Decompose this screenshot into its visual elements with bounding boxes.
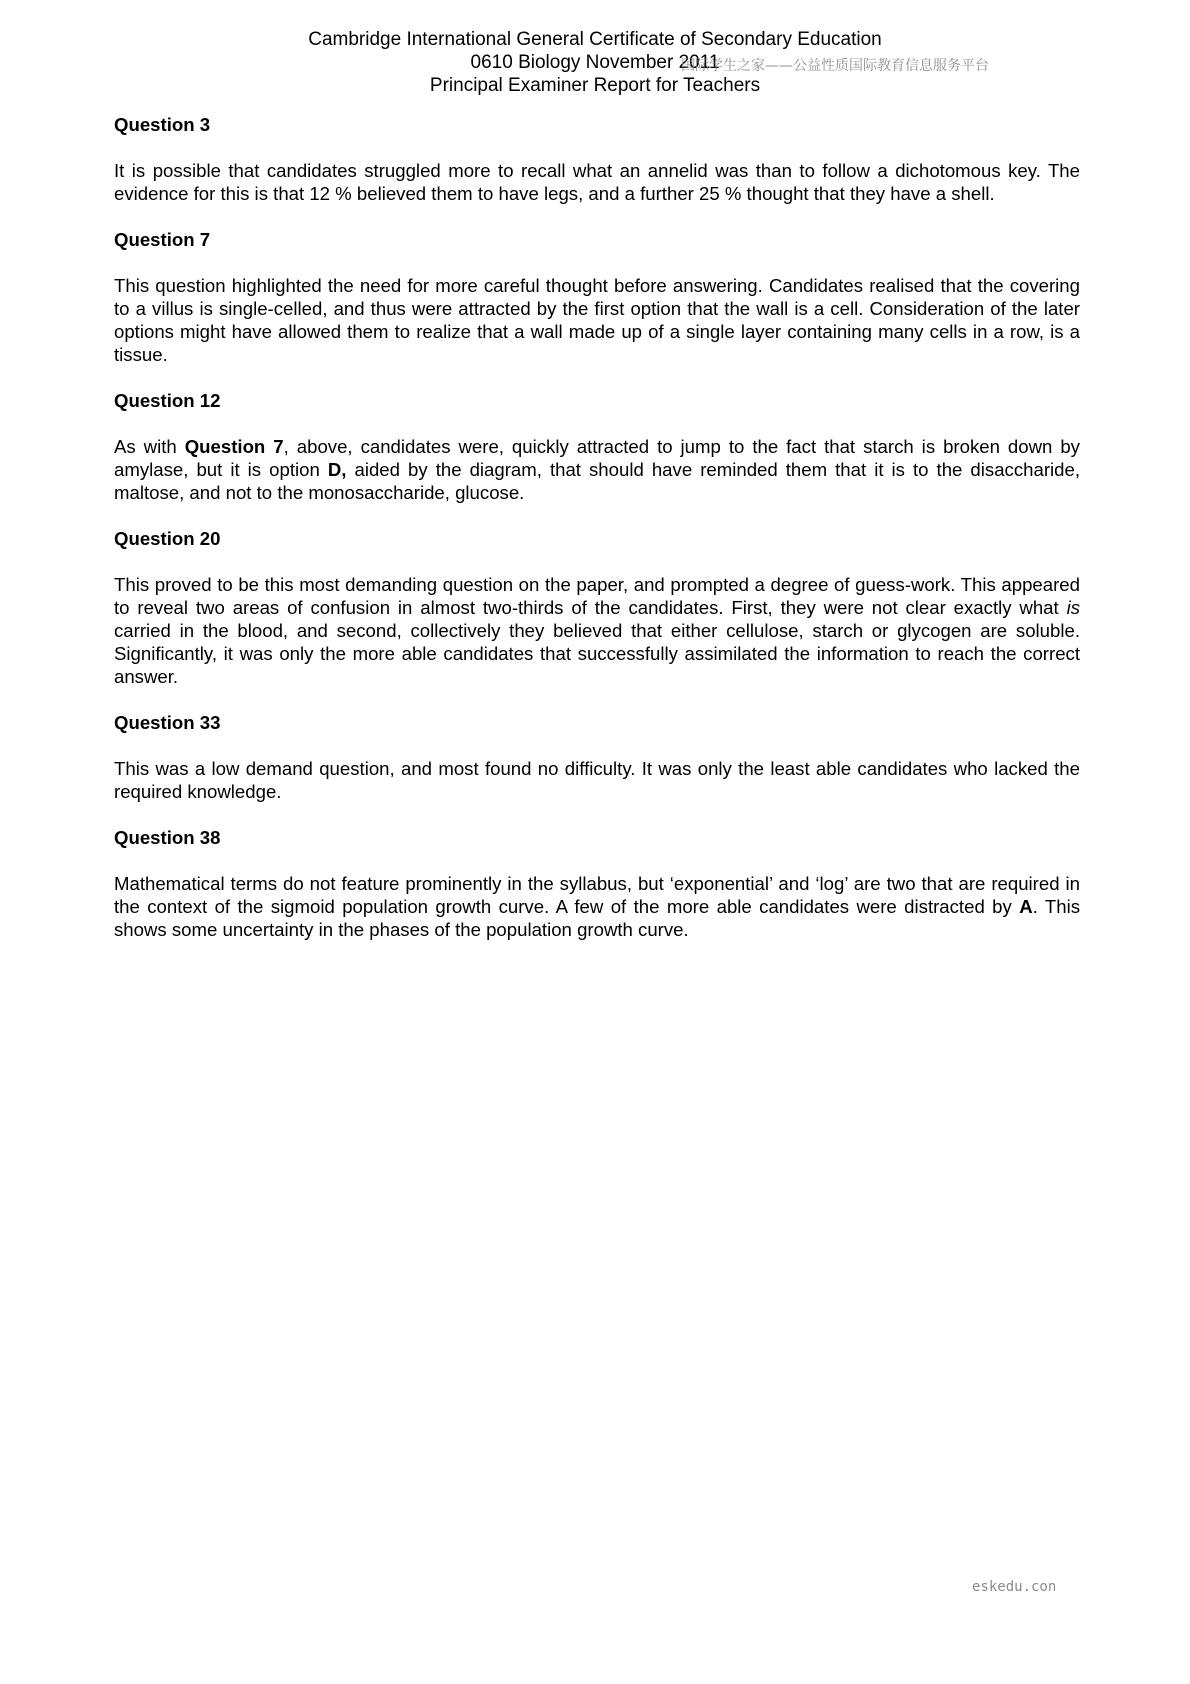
header-report-type: Principal Examiner Report for Teachers — [429, 75, 761, 96]
text-run: This was a low demand question, and most found no difficulty. It was only the least able candidates who lacked the required knowledge. — [114, 758, 1080, 802]
question-heading: Question 20 — [114, 528, 221, 549]
emphasis-bold: A — [1019, 896, 1033, 917]
emphasis-bold: D, — [327, 459, 347, 480]
emphasis-bold: Question 7 — [184, 436, 284, 457]
question-heading: Question 7 — [114, 229, 211, 250]
header-qualification: Cambridge International General Certificate of Secondary Education — [308, 29, 882, 50]
question-commentary — [114, 274, 1080, 366]
question-heading: Question 33 — [114, 712, 221, 733]
watermark-top: 国际学生之家——公益性质国际教育信息服务平台 — [681, 58, 989, 74]
text-run: carried in the blood, and second, collectively they believed that either cellulose, starch or glycogen are soluble. Significantly, it was only the more able candidates that successfully assimilated the information to reach the correct answer. — [114, 620, 1080, 687]
question-heading: Question 3 — [114, 114, 211, 135]
question-section — [114, 113, 1080, 205]
question-commentary — [114, 159, 1080, 205]
question-section — [114, 711, 1080, 803]
question-section — [114, 228, 1080, 366]
question-commentary — [114, 573, 1080, 688]
text-run: This question highlighted the need for more careful thought before answering. Candidates realised that the covering to a villus is single-celled, and thus were attracted by the first option that the wall is a cell. Consideration of the later options might have allowed them to realize that a wall made up of a single layer containing many cells in a row, is a tissue. — [114, 275, 1080, 365]
page-header — [0, 28, 1190, 97]
question-heading: Question 38 — [114, 827, 221, 848]
question-heading: Question 12 — [114, 390, 221, 411]
question-section — [114, 826, 1080, 941]
text-run: As with — [114, 436, 185, 457]
emphasis-italic: is — [1066, 597, 1080, 618]
text-run: Mathematical terms do not feature prominently in the syllabus, but ‘exponential’ and ‘log’ are two that are required in the context of the sigmoid population growth curve. A few of the more able candidates were distracted by — [114, 873, 1080, 917]
question-commentary — [114, 435, 1080, 504]
text-run: It is possible that candidates struggled more to recall what an annelid was than to follow a dichotomous key. The evidence for this is that 12 % believed them to have legs, and a further 25 % thought that they have a shell. — [114, 160, 1080, 204]
question-section — [114, 389, 1080, 504]
report-body — [114, 113, 1080, 964]
text-run: This proved to be this most demanding question on the paper, and prompted a degree of guess-work. This appeared to reveal two areas of confusion in almost two-thirds of the candidates. First, they were not clear exactly what — [114, 574, 1080, 618]
question-commentary — [114, 872, 1080, 941]
question-section — [114, 527, 1080, 688]
text-run: aided by the diagram, that should have reminded them that it is to the disaccharide, maltose, and not to the monosaccharide, glucose. — [114, 459, 1080, 503]
text-run: . This shows some uncertainty in the phases of the population growth curve. — [114, 896, 1081, 940]
header-syllabus-session: 0610 Biology November 2011 — [470, 52, 720, 73]
question-commentary — [114, 757, 1080, 803]
text-run: , above, candidates were, quickly attracted to jump to the fact that starch is broken down by amylase, but it is option — [114, 436, 1080, 480]
watermark-bottom: eskedu.con — [972, 1579, 1057, 1595]
